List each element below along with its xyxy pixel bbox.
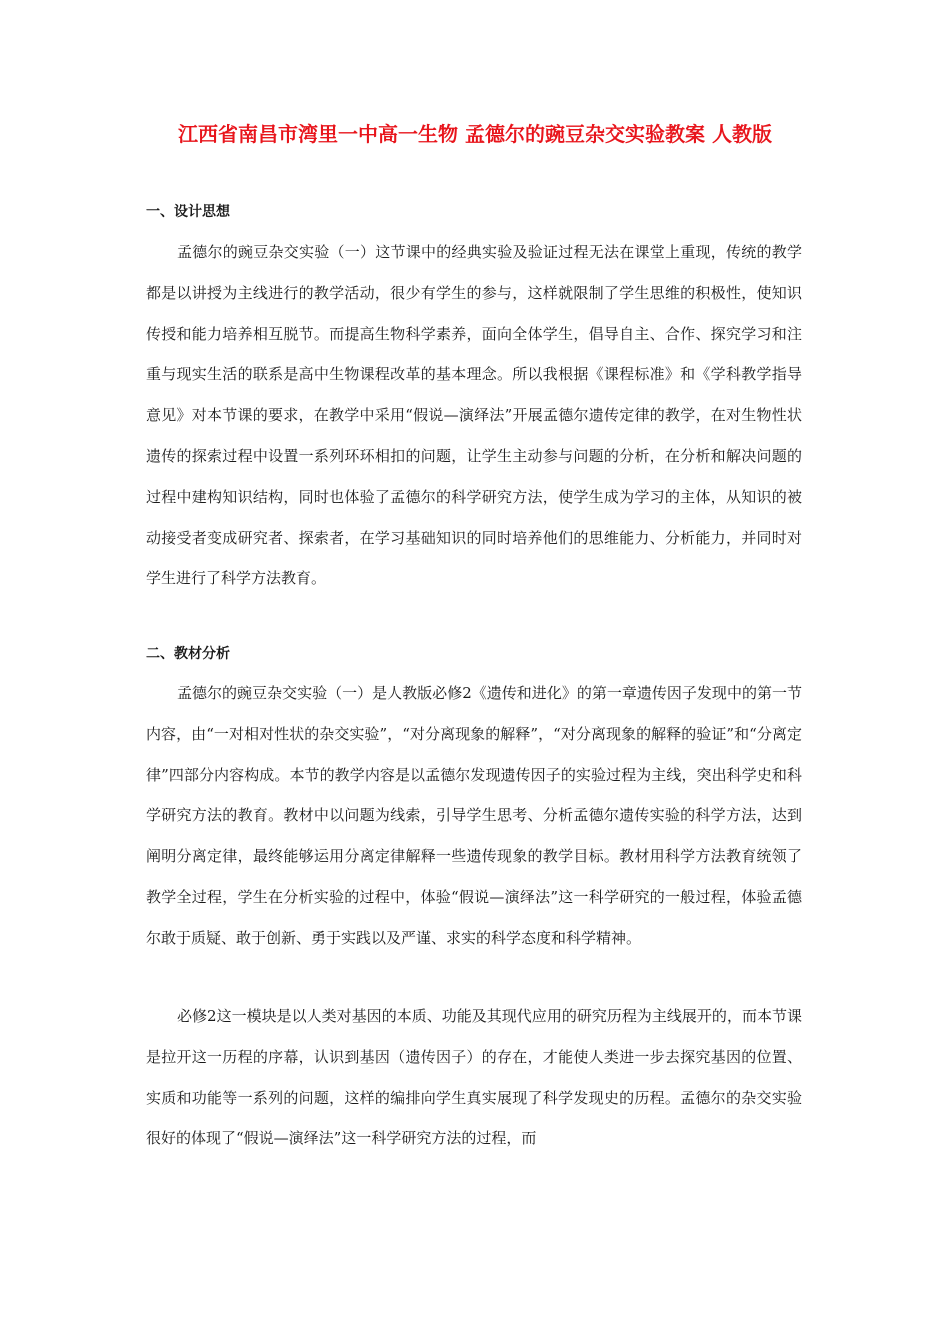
document-title: 江西省南昌市湾里一中高一生物 孟德尔的豌豆杂交实验教案 人教版 <box>178 122 772 146</box>
paragraph-textbook-analysis-1: 孟德尔的豌豆杂交实验（一）是人教版必修2《遗传和进化》的第一章遗传因子发现中的第一节内容，由“一对相对性状的杂交实验”，“对分离现象的解释”，“对分离现象的解释的验证”和“分离定律”四部分内容构成。本节的教学内容是以孟德尔发现遗传因子的实验过程为主线，突出科学史和科学研究方法的教育。教材中以问题为线索，引导学生思考、分析孟德尔遗传实验的科学方法，达到阐明分离定律，最终能够运用分离定律解释一些遗传现象的教学目标。教材用科学方法教育统领了教学全过程，学生在分析实验的过程中，体验“假说—演绎法”这一科学研究的一般过程，体验孟德尔敢于质疑、敢于创新、勇于实践以及严谨、求实的科学态度和科学精神。 <box>146 684 802 947</box>
section-heading-textbook-analysis: 二、教材分析 <box>146 646 230 662</box>
paragraph-textbook-analysis-2: 必修2这一模块是以人类对基因的本质、功能及其现代应用的研究历程为主线展开的，而本节课是拉开这一历程的序幕，认识到基因（遗传因子）的存在，才能使人类进一步去探究基因的位置、实质和功能等一系列的问题，这样的编排向学生真实展现了科学发现史的历程。孟德尔的杂交实验很好的体现了“假说—演绎法”这一科学研究方法的过程，而 <box>146 1007 802 1148</box>
paragraph-design-idea: 孟德尔的豌豆杂交实验（一）这节课中的经典实验及验证过程无法在课堂上重现，传统的教学都是以讲授为主线进行的教学活动，很少有学生的参与，这样就限制了学生思维的积极性，使知识传授和能力培养相互脱节。而提高生物科学素养，面向全体学生，倡导自主、合作、探究学习和注重与现实生活的联系是高中生物课程改革的基本理念。所以我根据《课程标准》和《学科教学指导意见》对本节课的要求，在教学中采用“假说—演绎法”开展孟德尔遗传定律的教学，在对生物性状遗传的探索过程中设置一系列环环相扣的问题，让学生主动参与问题的分析，在分析和解决问题的过程中建构知识结构，同时也体验了孟德尔的科学研究方法，使学生成为学习的主体，从知识的被动接受者变成研究者、探索者，在学习基础知识的同时培养他们的思维能力、分析能力，并同时对学生进行了科学方法教育。 <box>146 243 802 588</box>
section-heading-design-idea: 一、设计思想 <box>146 204 230 220</box>
